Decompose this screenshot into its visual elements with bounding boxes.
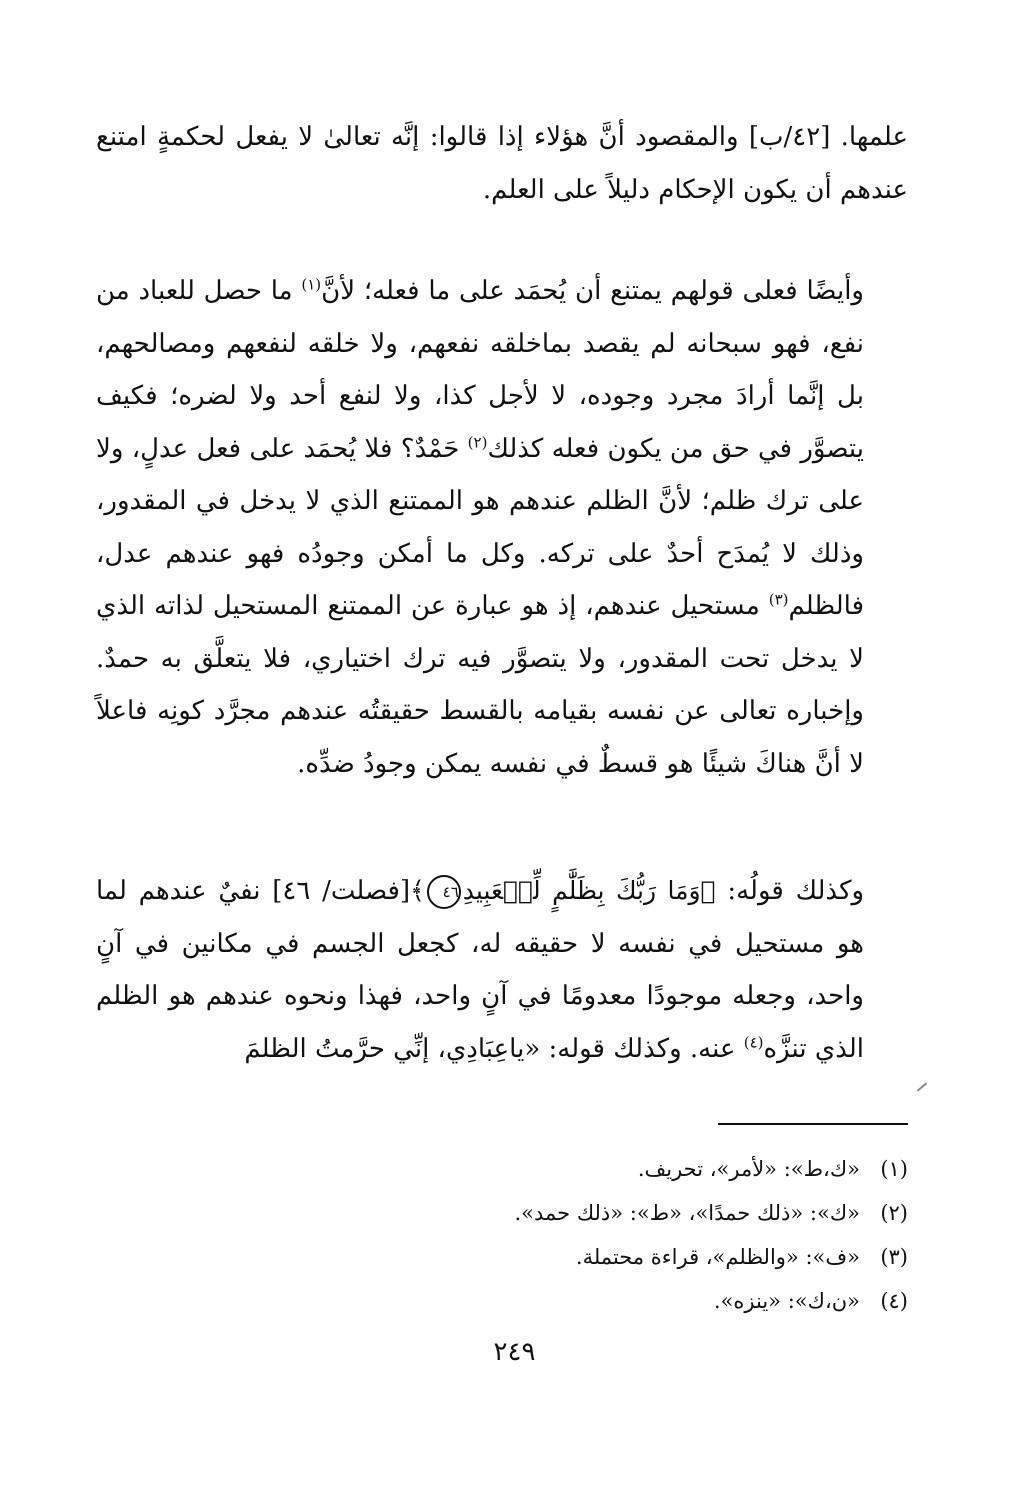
footnote-ref-2[interactable]: (٢) [467, 432, 488, 451]
paragraph-2-text-d: مستحيل عندهم، إذ هو عبارة عن الممتنع المستحيل لذاته الذي لا يدخل تحت المقدور، ولا يتصوَّر فيه ترك اختياري، فلا يتعلَّق به حمدٌ. وإخباره تعالى عن نفسه بقيامه بالقسط حقيقتُه عندهم مجرَّد كونِه فاعلاً لا أنَّ هناكَ شيئًا هو قسطٌ في نفسه يمكن وجودُ ضدِّه. [96, 591, 864, 779]
paragraph-2 [96, 265, 908, 790]
paragraph-2-text-c: حَمْدٌ؟ فلا يُحمَد على فعل عدلٍ، ولا على ترك ظلم؛ لأنَّ الظلم عندهم هو الممتنع الذي لا يدخل في المقدور، وذلك لا يُمدَح أحدٌ على تركه. وكل ما أمكن وجودُه فهو عندهم عدل، فالظلم [96, 433, 864, 621]
footnote-3 [208, 1235, 908, 1279]
quran-verse-close: ﴾ [410, 876, 425, 905]
paragraph-1 [96, 111, 908, 216]
footnote-number: (٣) [880, 1245, 908, 1269]
footnote-ref-3[interactable]: (٣) [768, 590, 789, 609]
footnote-number: (٤) [880, 1289, 908, 1313]
footnote-ref-1[interactable]: (١) [301, 275, 322, 294]
ayah-number-marker: ٤٦ [427, 875, 461, 909]
page-number: ٢٤٩ [493, 1337, 536, 1367]
footnote-text: «ف»: «والظلم»، قراءة محتملة. [575, 1245, 860, 1269]
footnote-ref-4[interactable]: (٤) [743, 1032, 764, 1051]
footnote-4 [208, 1279, 908, 1323]
footnote-number: (١) [880, 1157, 908, 1181]
footnotes [208, 1147, 908, 1323]
footnote-text: «ك،ط»: «لأمر»، تحريف. [637, 1157, 860, 1181]
paragraph-3-text-c: عنه. وكذلك قوله: «ياعِبَادِي، إنِّي حرَّمتُ الظلمَ [244, 1033, 744, 1064]
footnote-1 [208, 1147, 908, 1191]
scan-speck [917, 1082, 927, 1091]
verse-citation: [فصلت/ ٤٦] [272, 876, 411, 906]
paragraph-1-text: علمها. [٤٢/ب] والمقصود أنَّ هؤلاء إذا قالوا: إنَّه تعالىٰ لا يفعل لحكمةٍ امتنع عندهم أن يكون الإحكام دليلاً على العلم. [96, 122, 908, 205]
paragraph-3-text-b: نفيٌ عندهم لما هو مستحيل في نفسه لا حقيقه له، كجعل الجسم في مكانين في آنٍ واحد، وجعله موجودًا معدومًا في آنٍ واحد، فهذا ونحوه عندهم هو الظلم الذي تنزَّه [96, 876, 864, 1064]
paragraph-3 [96, 865, 908, 1075]
footnote-2 [208, 1191, 908, 1235]
paragraph-2-text-a: وأيضًا فعلى قولهم يمتنع أن يُحمَد على ما فعله؛ لأنَّ [321, 276, 864, 306]
footnote-text: «ن،ك»: «ينزه». [713, 1289, 860, 1313]
paragraph-2-text-b: ما حصل للعباد من نفع، فهو سبحانه لم يقصد بماخلقه نفعهم، ولا خلقه لنفعهم ومصالحهم، بل إنَّما أرادَ مجرد وجوده، لا لأجل كذا، ولا لنفع أحد ولا لضره؛ فكيف يتصوَّر في حق من يكون فعله كذلك [96, 276, 864, 464]
footnote-separator [718, 1123, 908, 1125]
quran-verse: ﴿وَمَا رَبُّكَ بِظَلَّٰمٍ لِّلۡعَبِيدِ [462, 876, 716, 905]
paragraph-3-text-a: وكذلك قولُه: [715, 876, 864, 906]
footnote-number: (٢) [880, 1201, 908, 1225]
footnote-text: «ك»: «ذلك حمدًا»، «ط»: «ذلك حمد». [514, 1201, 860, 1225]
